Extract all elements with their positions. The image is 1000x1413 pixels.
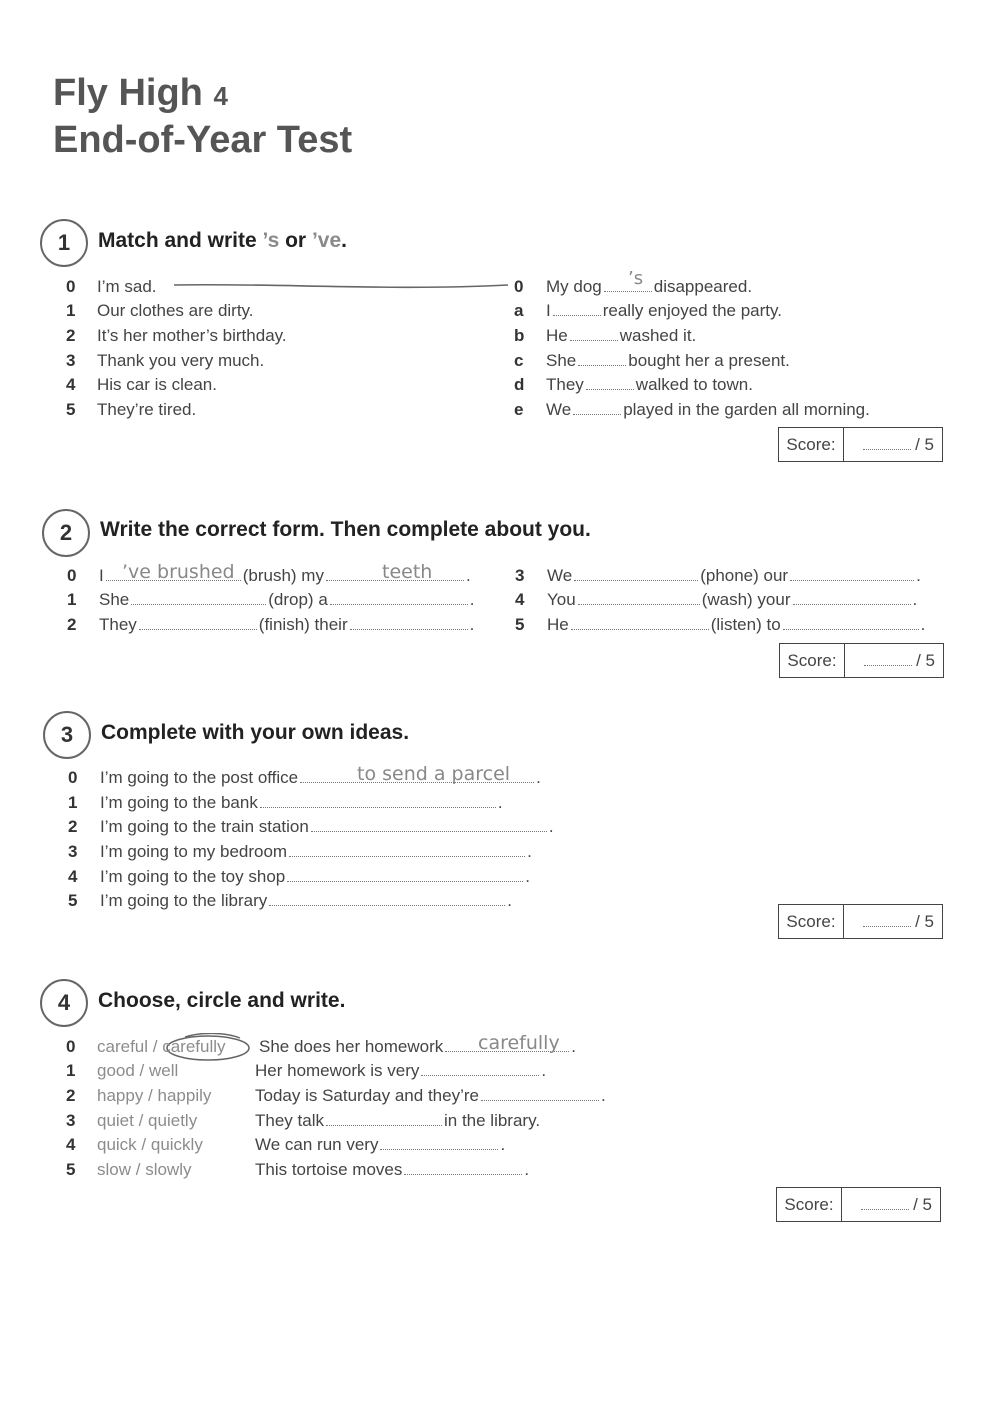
level-number: 4	[213, 81, 228, 111]
score-label: Score:	[780, 644, 845, 677]
handwritten-answer: carefully	[478, 1032, 560, 1054]
match-example-line	[172, 277, 512, 293]
score-value[interactable]: / 5	[845, 644, 943, 677]
section-4-title: Choose, circle and write.	[98, 989, 346, 1012]
exercise-row[interactable]: They talk in the library.	[255, 1111, 541, 1130]
word-options[interactable]: quiet / quietly	[97, 1111, 198, 1130]
section-2-number: 2	[42, 509, 90, 557]
exercise-row[interactable]: I’m going to the library .	[100, 891, 512, 910]
score-value[interactable]: / 5	[844, 905, 942, 938]
page-subtitle: End-of-Year Test	[53, 119, 353, 161]
handwritten-answer: ’ve brushed	[122, 561, 235, 583]
handwritten-answer: ’s	[628, 268, 644, 289]
exercise-row[interactable]: We can run very .	[255, 1135, 506, 1154]
match-right-item[interactable]: We played in the garden all morning.	[546, 400, 870, 419]
section-1-number: 1	[40, 219, 88, 267]
exercise-row: She does her homework .	[259, 1037, 577, 1056]
match-left-item: I’m sad.	[97, 277, 157, 296]
score-label: Score:	[779, 428, 844, 461]
score-value[interactable]: / 5	[844, 428, 942, 461]
match-left-item: It’s her mother’s birthday.	[97, 326, 287, 345]
exercise-row[interactable]: You (wash) your .	[547, 590, 918, 609]
score-value[interactable]: / 5	[842, 1188, 940, 1221]
section-1-title: Match and write ’s or ’ve.	[98, 229, 347, 252]
word-options[interactable]: good / well	[97, 1061, 179, 1080]
exercise-row[interactable]: Her homework is very .	[255, 1061, 547, 1080]
match-left-item: His car is clean.	[97, 375, 217, 394]
exercise-row[interactable]: They (finish) their .	[99, 615, 475, 634]
match-right-item[interactable]: I really enjoyed the party.	[546, 301, 782, 320]
exercise-row[interactable]: Today is Saturday and they’re .	[255, 1086, 606, 1105]
exercise-row[interactable]: I’m going to the toy shop .	[100, 867, 530, 886]
word-options[interactable]: quick / quickly	[97, 1135, 203, 1154]
exercise-row[interactable]: This tortoise moves .	[255, 1160, 530, 1179]
match-right-item: My dog disappeared.	[546, 277, 753, 296]
match-right-item[interactable]: They walked to town.	[546, 375, 753, 394]
exercise-row[interactable]: I’m going to my bedroom .	[100, 842, 532, 861]
handwritten-answer: to send a parcel	[357, 763, 511, 785]
exercise-row: I (brush) my .	[99, 566, 471, 585]
word-options: careful / carefully	[97, 1037, 226, 1056]
page-title: Fly High 4	[53, 72, 228, 114]
match-right-item[interactable]: She bought her a present.	[546, 351, 790, 370]
section-4-number: 4	[40, 979, 88, 1027]
exercise-row[interactable]: We (phone) our .	[547, 566, 921, 585]
word-options[interactable]: slow / slowly	[97, 1160, 192, 1179]
handwritten-answer: teeth	[382, 561, 433, 583]
exercise-row[interactable]: I’m going to the train station .	[100, 817, 554, 836]
section-3-score-box[interactable]	[778, 904, 943, 939]
exercise-row: I’m going to the post office .	[100, 768, 541, 787]
section-2-title: Write the correct form. Then complete about you.	[100, 518, 591, 541]
section-2-score-box[interactable]	[779, 643, 944, 678]
exercise-row[interactable]: I’m going to the bank .	[100, 793, 503, 812]
score-label: Score:	[779, 905, 844, 938]
exercise-row[interactable]: She (drop) a .	[99, 590, 475, 609]
match-left-item: They’re tired.	[97, 400, 197, 419]
section-3-number: 3	[43, 711, 91, 759]
section-1-score-box[interactable]	[778, 427, 943, 462]
word-options[interactable]: happy / happily	[97, 1086, 212, 1105]
score-label: Score:	[777, 1188, 842, 1221]
section-4-score-box[interactable]	[776, 1187, 941, 1222]
match-left-item: Our clothes are dirty.	[97, 301, 254, 320]
section-3-title: Complete with your own ideas.	[101, 721, 410, 744]
match-right-item[interactable]: He washed it.	[546, 326, 697, 345]
match-left-item: Thank you very much.	[97, 351, 265, 370]
exercise-row[interactable]: He (listen) to .	[547, 615, 926, 634]
